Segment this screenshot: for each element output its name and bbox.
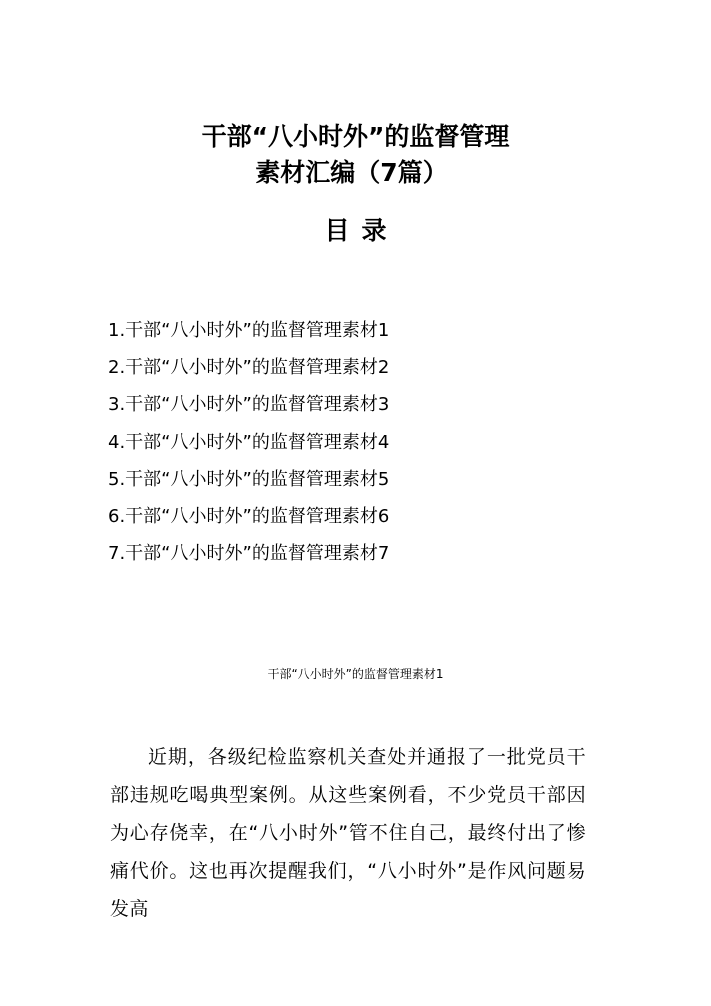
document-title-line-1: 干部“八小时外”的监督管理 xyxy=(201,122,510,151)
toc-item-6: 6.干部“八小时外”的监督管理素材6 xyxy=(108,505,390,527)
toc-item-5: 5.干部“八小时外”的监督管理素材5 xyxy=(108,468,390,490)
toc-item-2: 2.干部“八小时外”的监督管理素材2 xyxy=(108,357,390,379)
section-heading: 干部“八小时外”的监督管理素材1 xyxy=(267,667,444,681)
document-title-line-2: 素材汇编（7篇） xyxy=(255,158,448,187)
toc-item-7: 7.干部“八小时外”的监督管理素材7 xyxy=(108,543,390,565)
toc-heading: 目录 xyxy=(324,216,399,245)
toc-item-3: 3.干部“八小时外”的监督管理素材3 xyxy=(108,394,390,416)
toc-item-1: 1.干部“八小时外”的监督管理素材1 xyxy=(108,320,390,341)
table-of-contents xyxy=(108,312,389,572)
body-paragraph: 近期，各级纪检监察机关查处并通报了一批党员干部违规吃喝典型案例。从这些案例看，不少党员干部因为心存侥幸，在“八小时外”管不住自己，最终付出了惨痛代价。这也再次提醒我们，“八小时外”是作风问题易发高 xyxy=(110,746,586,920)
toc-item-4: 4.干部“八小时外”的监督管理素材4 xyxy=(108,431,390,453)
